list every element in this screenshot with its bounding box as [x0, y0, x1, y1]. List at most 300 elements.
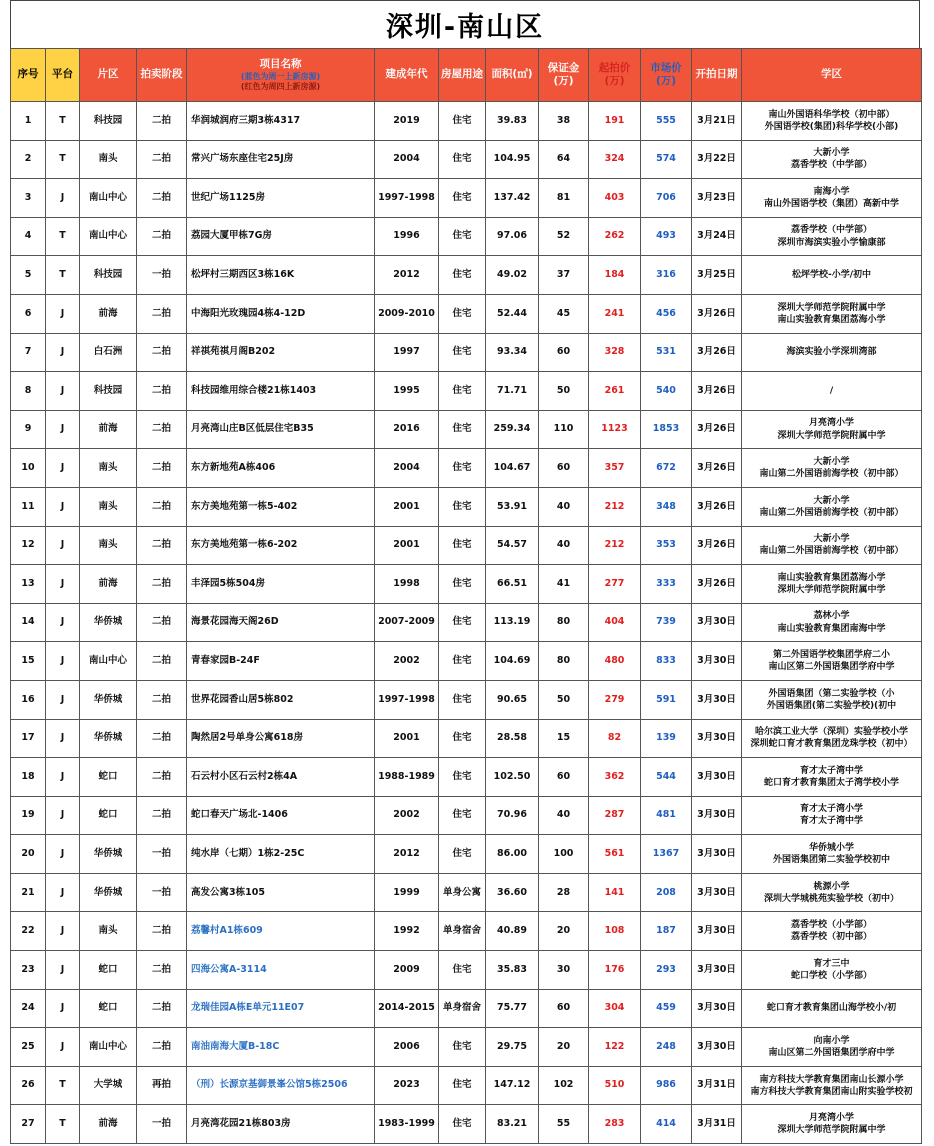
cell-platform: J — [46, 526, 80, 565]
cell-stage: 二拍 — [137, 102, 187, 141]
cell-size: 52.44 — [486, 294, 539, 333]
cell-seq: 3 — [11, 179, 46, 218]
cell-date: 3月30日 — [692, 680, 742, 719]
cell-deposit: 40 — [539, 526, 589, 565]
cell-market-price: 316 — [641, 256, 692, 295]
cell-deposit: 40 — [539, 796, 589, 835]
cell-market-price: 248 — [641, 1028, 692, 1067]
cell-use: 单身公寓 — [439, 873, 486, 912]
cell-stage: 二拍 — [137, 526, 187, 565]
table-row — [11, 912, 922, 951]
table-row — [11, 333, 922, 372]
cell-start-price: 277 — [589, 565, 641, 604]
cell-seq: 12 — [11, 526, 46, 565]
cell-size: 113.19 — [486, 603, 539, 642]
cell-size: 53.91 — [486, 487, 539, 526]
cell-deposit: 45 — [539, 294, 589, 333]
cell-start-price: 212 — [589, 487, 641, 526]
cell-school — [742, 333, 922, 372]
header-area: 片区 — [80, 49, 137, 102]
cell-market-price: 353 — [641, 526, 692, 565]
school-line: 深圳大学师范学院附属中学 — [777, 1125, 886, 1136]
table-row — [11, 835, 922, 874]
school-line: 深圳大学师范学院附属中学 — [777, 302, 886, 313]
cell-deposit: 80 — [539, 642, 589, 681]
school-line: 南山区第二外国语集团学府中学 — [768, 662, 895, 673]
cell-deposit: 20 — [539, 912, 589, 951]
cell-use: 住宅 — [439, 179, 486, 218]
cell-area: 华侨城 — [80, 719, 137, 758]
cell-project-name: 丰泽园5栋504房 — [187, 565, 375, 604]
cell-market-price: 591 — [641, 680, 692, 719]
school-line: 松坪学校-小学/初中 — [791, 270, 872, 281]
cell-project-name: 东方美地苑第一栋6-202 — [187, 526, 375, 565]
cell-project-name: 华润城润府三期3栋4317 — [187, 102, 375, 141]
school-line: 南山实验教育集团荔海小学 — [777, 572, 886, 583]
cell-seq: 9 — [11, 410, 46, 449]
school-line: 南山第二外国语前海学校（初中部） — [759, 507, 904, 518]
table-row — [11, 449, 922, 488]
cell-year: 1997-1998 — [375, 179, 439, 218]
cell-area: 科技园 — [80, 102, 137, 141]
cell-project-name: 世界花园香山居5栋802 — [187, 680, 375, 719]
cell-area: 蛇口 — [80, 796, 137, 835]
cell-platform: J — [46, 333, 80, 372]
cell-deposit: 37 — [539, 256, 589, 295]
cell-school — [742, 603, 922, 642]
header-use: 房屋用途 — [439, 49, 486, 102]
cell-start-price: 480 — [589, 642, 641, 681]
cell-market-price: 293 — [641, 951, 692, 990]
school-line: / — [829, 385, 834, 396]
cell-platform: J — [46, 796, 80, 835]
cell-stage: 二拍 — [137, 989, 187, 1028]
cell-use: 住宅 — [439, 680, 486, 719]
cell-start-price: 304 — [589, 989, 641, 1028]
cell-area: 科技园 — [80, 256, 137, 295]
table-row — [11, 565, 922, 604]
cell-school — [742, 642, 922, 681]
cell-market-price: 208 — [641, 873, 692, 912]
cell-year: 1996 — [375, 217, 439, 256]
cell-market-price: 531 — [641, 333, 692, 372]
cell-market-price: 544 — [641, 758, 692, 797]
cell-market-price: 414 — [641, 1105, 692, 1144]
cell-size: 86.00 — [486, 835, 539, 874]
cell-market-price: 574 — [641, 140, 692, 179]
cell-start-price: 279 — [589, 680, 641, 719]
cell-stage: 二拍 — [137, 487, 187, 526]
school-line: 荔香学校（小学部） — [790, 920, 872, 931]
cell-year: 1995 — [375, 372, 439, 411]
cell-year: 1999 — [375, 873, 439, 912]
cell-start-price: 561 — [589, 835, 641, 874]
table-row — [11, 179, 922, 218]
school-line: 桃源小学 — [813, 881, 850, 892]
cell-market-price: 540 — [641, 372, 692, 411]
cell-seq: 23 — [11, 951, 46, 990]
cell-year: 2012 — [375, 256, 439, 295]
cell-project-name: 东方美地苑第一栋5-402 — [187, 487, 375, 526]
cell-platform: J — [46, 951, 80, 990]
school-line: 外国语学校(集团)科华学校(小部) — [764, 121, 899, 132]
school-line: 蛇口学校（小学部） — [790, 970, 872, 981]
cell-use: 住宅 — [439, 1066, 486, 1105]
cell-use: 住宅 — [439, 410, 486, 449]
cell-platform: J — [46, 487, 80, 526]
header-name-label: 项目名称 — [259, 58, 302, 71]
cell-stage: 二拍 — [137, 449, 187, 488]
cell-school — [742, 796, 922, 835]
cell-school — [742, 873, 922, 912]
school-line: 荔香学校（中学部） — [790, 225, 872, 236]
school-line: 外国语集团(第二实验学校)(初中 — [766, 700, 897, 711]
cell-use: 住宅 — [439, 102, 486, 141]
school-line: 南山外国语科华学校（初中部） — [768, 109, 895, 120]
cell-size: 36.60 — [486, 873, 539, 912]
cell-size: 137.42 — [486, 179, 539, 218]
table-row — [11, 1105, 922, 1144]
school-line: 南山第二外国语前海学校（初中部） — [759, 546, 904, 557]
cell-seq: 10 — [11, 449, 46, 488]
cell-area: 南山中心 — [80, 179, 137, 218]
cell-date: 3月30日 — [692, 912, 742, 951]
page-title: 深圳-南山区 — [10, 0, 920, 48]
cell-platform: J — [46, 835, 80, 874]
school-line: 南海小学 — [813, 186, 850, 197]
cell-stage: 二拍 — [137, 680, 187, 719]
cell-size: 90.65 — [486, 680, 539, 719]
table-row — [11, 758, 922, 797]
cell-deposit: 28 — [539, 873, 589, 912]
cell-use: 住宅 — [439, 294, 486, 333]
cell-stage: 一拍 — [137, 1105, 187, 1144]
cell-use: 住宅 — [439, 217, 486, 256]
cell-size: 29.75 — [486, 1028, 539, 1067]
cell-date: 3月25日 — [692, 256, 742, 295]
cell-size: 102.50 — [486, 758, 539, 797]
cell-area: 科技园 — [80, 372, 137, 411]
cell-area: 南山中心 — [80, 217, 137, 256]
school-line: 外国语集团（第二实验学校（小 — [768, 688, 895, 699]
cell-size: 54.57 — [486, 526, 539, 565]
school-line: 月亮湾小学 — [808, 1113, 854, 1124]
table-row — [11, 487, 922, 526]
cell-school — [742, 487, 922, 526]
cell-deposit: 60 — [539, 449, 589, 488]
school-line: 育才太子湾中学 — [799, 765, 863, 776]
cell-year: 2001 — [375, 719, 439, 758]
header-market-price: 市场价(万) — [641, 49, 692, 102]
cell-project-name: 纯水岸（七期）1栋2-25C — [187, 835, 375, 874]
cell-date: 3月23日 — [692, 179, 742, 218]
school-line: 第二外国语学校集团学府二小 — [772, 649, 890, 660]
header-name — [187, 49, 375, 102]
school-line: 育才三中 — [813, 958, 850, 969]
cell-year: 2019 — [375, 102, 439, 141]
cell-deposit: 50 — [539, 680, 589, 719]
cell-start-price: 362 — [589, 758, 641, 797]
cell-school — [742, 449, 922, 488]
cell-year: 2002 — [375, 796, 439, 835]
cell-year: 1992 — [375, 912, 439, 951]
school-line: 南山第二外国语前海学校（初中部） — [759, 469, 904, 480]
cell-start-price: 261 — [589, 372, 641, 411]
cell-stage: 二拍 — [137, 796, 187, 835]
header-year: 建成年代 — [375, 49, 439, 102]
cell-size: 66.51 — [486, 565, 539, 604]
cell-platform: J — [46, 758, 80, 797]
cell-school — [742, 989, 922, 1028]
cell-platform: J — [46, 719, 80, 758]
cell-seq: 4 — [11, 217, 46, 256]
cell-project-name: 蛇口春天广场北-1406 — [187, 796, 375, 835]
cell-school — [742, 1105, 922, 1144]
cell-market-price: 459 — [641, 989, 692, 1028]
cell-school — [742, 372, 922, 411]
school-line: 深圳蛇口育才教育集团龙珠学校（初中） — [750, 739, 913, 750]
cell-use: 住宅 — [439, 642, 486, 681]
cell-date: 3月26日 — [692, 372, 742, 411]
cell-area: 华侨城 — [80, 680, 137, 719]
cell-seq: 22 — [11, 912, 46, 951]
cell-start-price: 1123 — [589, 410, 641, 449]
cell-seq: 25 — [11, 1028, 46, 1067]
header-name-note-red: (红色为周四上新房源) — [240, 81, 321, 91]
cell-school — [742, 565, 922, 604]
cell-project-name: 荔园大厦甲栋7G房 — [187, 217, 375, 256]
cell-deposit: 40 — [539, 487, 589, 526]
cell-area: 南头 — [80, 912, 137, 951]
cell-seq: 19 — [11, 796, 46, 835]
cell-size: 147.12 — [486, 1066, 539, 1105]
cell-start-price: 328 — [589, 333, 641, 372]
cell-school — [742, 951, 922, 990]
cell-project-name: 四海公寓A-3114 — [187, 951, 375, 990]
cell-size: 259.34 — [486, 410, 539, 449]
school-line: 南方科技大学教育集团南山长源小学 — [759, 1074, 904, 1085]
cell-stage: 二拍 — [137, 951, 187, 990]
school-line: 南方科技大学教育集团南山附实验学校初 — [750, 1086, 913, 1097]
cell-size: 35.83 — [486, 951, 539, 990]
cell-deposit: 55 — [539, 1105, 589, 1144]
cell-year: 1997-1998 — [375, 680, 439, 719]
cell-year: 2001 — [375, 487, 439, 526]
cell-market-price: 456 — [641, 294, 692, 333]
cell-deposit: 110 — [539, 410, 589, 449]
cell-area: 蛇口 — [80, 989, 137, 1028]
cell-use: 单身宿舍 — [439, 989, 486, 1028]
cell-use: 住宅 — [439, 140, 486, 179]
table-row — [11, 256, 922, 295]
school-line: 南山区第二外国语集团学府中学 — [768, 1048, 895, 1059]
cell-area: 南头 — [80, 487, 137, 526]
cell-size: 40.89 — [486, 912, 539, 951]
school-line: 荔香学校（中学部） — [790, 160, 872, 171]
cell-use: 住宅 — [439, 487, 486, 526]
cell-area: 前海 — [80, 410, 137, 449]
cell-size: 83.21 — [486, 1105, 539, 1144]
cell-stage: 二拍 — [137, 410, 187, 449]
cell-area: 华侨城 — [80, 835, 137, 874]
header-row — [11, 49, 922, 102]
cell-date: 3月26日 — [692, 449, 742, 488]
cell-date: 3月26日 — [692, 565, 742, 604]
school-line: 向南小学 — [813, 1035, 850, 1046]
cell-seq: 14 — [11, 603, 46, 642]
cell-seq: 18 — [11, 758, 46, 797]
school-line: 大新小学 — [813, 534, 850, 545]
cell-stage: 二拍 — [137, 372, 187, 411]
cell-seq: 24 — [11, 989, 46, 1028]
header-platform: 平台 — [46, 49, 80, 102]
cell-school — [742, 835, 922, 874]
cell-year: 2006 — [375, 1028, 439, 1067]
cell-date: 3月30日 — [692, 873, 742, 912]
cell-size: 104.69 — [486, 642, 539, 681]
cell-market-price: 1367 — [641, 835, 692, 874]
cell-platform: J — [46, 565, 80, 604]
school-line: 深圳市海滨实验小学愉康部 — [777, 237, 886, 248]
cell-deposit: 30 — [539, 951, 589, 990]
cell-area: 蛇口 — [80, 758, 137, 797]
cell-school — [742, 140, 922, 179]
cell-seq: 13 — [11, 565, 46, 604]
cell-use: 住宅 — [439, 951, 486, 990]
cell-start-price: 108 — [589, 912, 641, 951]
table-row — [11, 102, 922, 141]
cell-project-name: 南油南海大厦B-18C — [187, 1028, 375, 1067]
table-row — [11, 294, 922, 333]
cell-year: 1983-1999 — [375, 1105, 439, 1144]
table-row — [11, 1066, 922, 1105]
cell-market-price: 1853 — [641, 410, 692, 449]
header-seq: 序号 — [11, 49, 46, 102]
cell-date: 3月22日 — [692, 140, 742, 179]
cell-project-name: 科技园维用综合楼21栋1403 — [187, 372, 375, 411]
cell-size: 28.58 — [486, 719, 539, 758]
school-line: 蛇口育才教育集团山海学校小/初 — [766, 1003, 897, 1014]
header-stage: 拍卖阶段 — [137, 49, 187, 102]
table-row — [11, 217, 922, 256]
school-line: 蛇口育才教育集团太子湾学校小学 — [763, 777, 899, 788]
cell-deposit: 60 — [539, 333, 589, 372]
cell-area: 蛇口 — [80, 951, 137, 990]
cell-stage: 二拍 — [137, 603, 187, 642]
cell-use: 单身宿舍 — [439, 912, 486, 951]
cell-date: 3月30日 — [692, 719, 742, 758]
cell-stage: 一拍 — [137, 873, 187, 912]
school-line: 深圳大学城桃苑实验学校（初中） — [763, 893, 899, 904]
cell-date: 3月31日 — [692, 1105, 742, 1144]
cell-platform: T — [46, 256, 80, 295]
cell-school — [742, 217, 922, 256]
cell-use: 住宅 — [439, 835, 486, 874]
header-name-note-blue: (蓝色为周一上新房源) — [240, 71, 321, 81]
cell-school — [742, 179, 922, 218]
cell-school — [742, 102, 922, 141]
cell-deposit: 100 — [539, 835, 589, 874]
cell-year: 2002 — [375, 642, 439, 681]
cell-market-price: 833 — [641, 642, 692, 681]
table-row — [11, 603, 922, 642]
cell-start-price: 241 — [589, 294, 641, 333]
cell-deposit: 20 — [539, 1028, 589, 1067]
cell-start-price: 262 — [589, 217, 641, 256]
cell-project-name: 石云村小区石云村2栋4A — [187, 758, 375, 797]
cell-market-price: 986 — [641, 1066, 692, 1105]
cell-market-price: 706 — [641, 179, 692, 218]
cell-seq: 8 — [11, 372, 46, 411]
cell-deposit: 38 — [539, 102, 589, 141]
header-start-price: 起拍价(万) — [589, 49, 641, 102]
cell-size: 70.96 — [486, 796, 539, 835]
table-row — [11, 526, 922, 565]
cell-stage: 二拍 — [137, 333, 187, 372]
cell-seq: 20 — [11, 835, 46, 874]
cell-size: 49.02 — [486, 256, 539, 295]
cell-stage: 二拍 — [137, 642, 187, 681]
cell-stage: 二拍 — [137, 294, 187, 333]
cell-platform: J — [46, 912, 80, 951]
cell-market-price: 739 — [641, 603, 692, 642]
cell-date: 3月30日 — [692, 951, 742, 990]
cell-deposit: 60 — [539, 758, 589, 797]
cell-start-price: 212 — [589, 526, 641, 565]
cell-date: 3月31日 — [692, 1066, 742, 1105]
cell-market-price: 187 — [641, 912, 692, 951]
cell-platform: J — [46, 372, 80, 411]
header-school: 学区 — [742, 49, 922, 102]
table-row — [11, 1028, 922, 1067]
cell-area: 白石洲 — [80, 333, 137, 372]
cell-seq: 15 — [11, 642, 46, 681]
cell-seq: 27 — [11, 1105, 46, 1144]
cell-project-name: 龙瑞佳园A栋E单元11E07 — [187, 989, 375, 1028]
cell-project-name: 中海阳光玫瑰园4栋4-12D — [187, 294, 375, 333]
cell-deposit: 80 — [539, 603, 589, 642]
cell-platform: J — [46, 179, 80, 218]
table-row — [11, 680, 922, 719]
cell-date: 3月26日 — [692, 294, 742, 333]
cell-area: 南山中心 — [80, 1028, 137, 1067]
cell-area: 南头 — [80, 449, 137, 488]
cell-area: 南头 — [80, 526, 137, 565]
cell-start-price: 141 — [589, 873, 641, 912]
cell-platform: T — [46, 1066, 80, 1105]
cell-deposit: 81 — [539, 179, 589, 218]
cell-use: 住宅 — [439, 758, 486, 797]
cell-year: 2014-2015 — [375, 989, 439, 1028]
cell-stage: 二拍 — [137, 719, 187, 758]
cell-project-name: 海景花园海天阁26D — [187, 603, 375, 642]
cell-stage: 一拍 — [137, 835, 187, 874]
cell-deposit: 60 — [539, 989, 589, 1028]
cell-seq: 11 — [11, 487, 46, 526]
cell-start-price: 510 — [589, 1066, 641, 1105]
cell-seq: 26 — [11, 1066, 46, 1105]
school-line: 月亮湾小学 — [808, 418, 854, 429]
school-line: 南山实验教育集团荔海小学 — [777, 314, 886, 325]
cell-year: 2009 — [375, 951, 439, 990]
cell-use: 住宅 — [439, 603, 486, 642]
school-line: 大新小学 — [813, 457, 850, 467]
cell-size: 93.34 — [486, 333, 539, 372]
cell-use: 住宅 — [439, 372, 486, 411]
cell-school — [742, 758, 922, 797]
cell-date: 3月30日 — [692, 1028, 742, 1067]
cell-project-name: 东方新地苑A栋406 — [187, 449, 375, 488]
